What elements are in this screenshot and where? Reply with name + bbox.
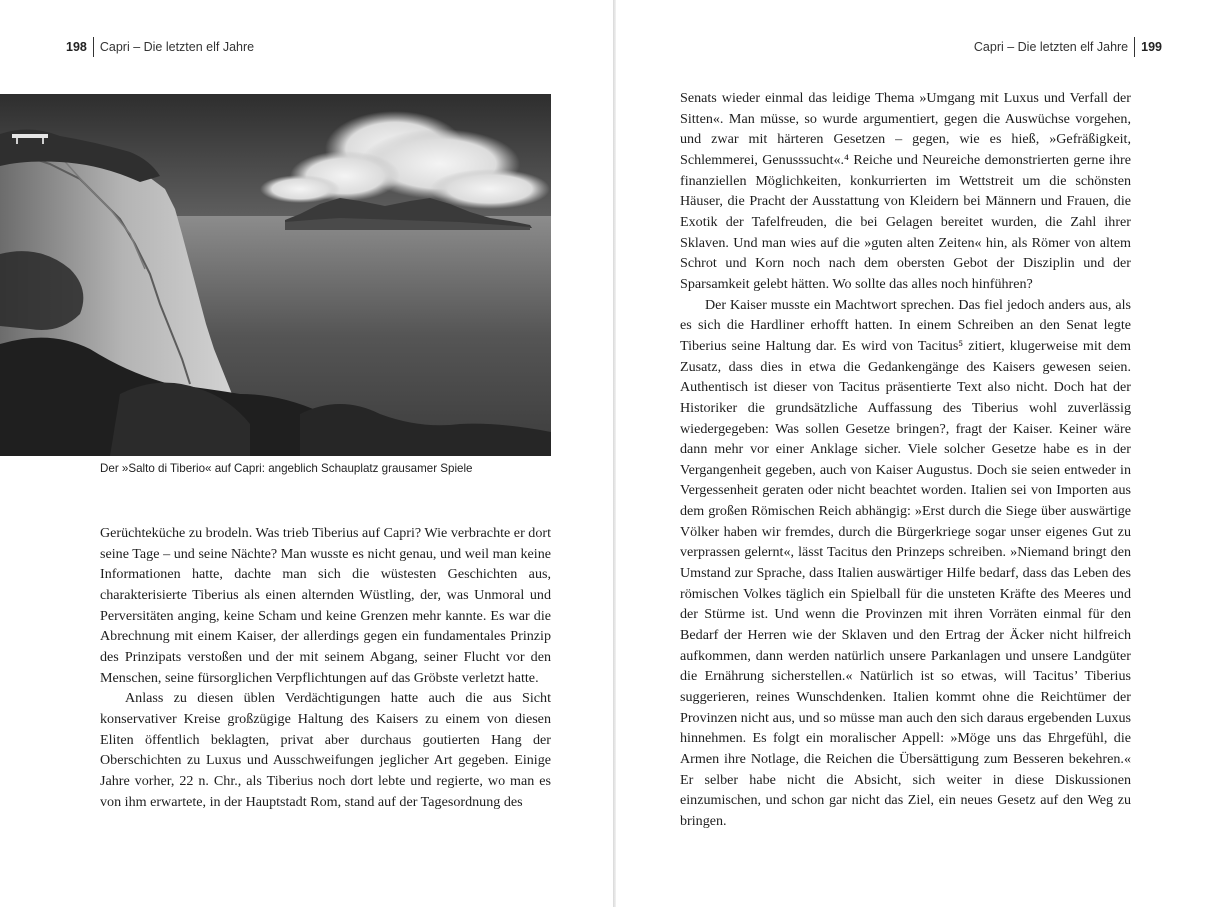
header-divider [93,37,94,57]
left-page-number: 198 [66,40,87,54]
right-running-header [974,37,1162,57]
right-page [616,0,1227,907]
paragraph: Senats wieder einmal das leidige Thema »Umgang mit Luxus und Verfall der Sitten«. Man müsse, so wurde argumentiert, gegen die Auswüchse vorgehen, und zwar mit härteren Gesetzen – gegen, wie es hieß, »Gefräßigkeit, Schlemmerei, Genusssucht«.⁴ Reiche und Neureiche demonstrierten gerne ihre finanziellen Möglichkeiten, konkurrierten im Wettstreit um die schönsten Häuser, die Pracht der Ausstattung von Kleidern bei Männern und Frauen, die Exotik der Tafelfreuden, die bei Gelagen bereitet wurden, die Zahl ihrer Sklaven. Und man wies auf die »guten alten Zeiten« hin, als Römer von altem Schrot und Korn noch nach dem obersten Gebot der Disziplin und der Sparsamkeit gelebt hätten. Wo sollte das alles noch hinführen? [680,90,1131,292]
header-divider [1134,37,1135,57]
paragraph: Anlass zu diesen üblen Verdächtigungen hatte auch die aus Sicht konservativer Kreise großzügige Haltung des Kaisers zu einem von diesen Eliten öffentlich beklagten, privat aber durchaus goutierten Hang der Oberschichten zu Luxus und Ausschweifungen jeglicher Art gegeben. Einige Jahre vorher, 22 n. Chr., als Tiberius noch dort lebte und regierte, wo man es von ihm erwartete, in der Hauptstadt Rom, stand auf der Tagesordnung des [100,690,551,810]
figure-caption: Der »Salto di Tiberio« auf Capri: angeblich Schauplatz grausamer Spiele [100,462,473,475]
right-body-text [680,88,1131,832]
paragraph: Der Kaiser musste ein Machtwort sprechen. Das fiel jedoch anders aus, als es sich die Hardliner erhofft hatten. In einem Schreiben an den Senat legte Tiberius seine Haltung dar. Es wird von Tacitus⁵ zitiert, klugerweise mit dem Zusatz, dass dies in etwa die Gedankengänge des Kaisers gewesen seien. Authentisch ist dieser von Tacitus präsentierte Text also nicht. Doch hat der Historiker die grundsätzliche Auffassung des Tiberius wohl zuverlässig wiedergegeben: Was sollen Gesetze bringen?, fragt der Kaiser. Keiner wäre dann mehr vor einer Anklage sicher. Viele solcher Gesetze habe es in der Vergangenheit gegeben, auch von Kaiser Augustus. Doch sie seien entweder in Vergessenheit geraten oder nicht beachtet worden. Italien sei von Importen aus dem großen Römischen Reich abhängig: »Erst durch die Siege über auswärtige Völker haben wir fremdes, durch die Bürgerkriege sogar unser eigenes Gut zu verprassen gelernt«, lässt Tacitus den Prinzeps schreiben. »Niemand bringt den Umstand zur Sprache, dass Italien auswärtiger Hilfe bedarf, dass das Leben des römischen Volkes täglich ein Spielball für die unsteten Kräfte des Meeres und der Stürme ist. Und wenn die Provinzen mit ihren Vorräten einmal für den Bedarf der Herren wie der Sklaven und den Ertrag der Äcker nicht hilfreich aufkommen, dann werden natürlich unsere Parkanlagen und unsere Landgüter die Ernährung sicherstellen.« Natürlich ist so etwas, will Tacitus’ Tiberius suggerieren, reines Wunschdenken. Italien kommt ohne die Reichtümer der Provinzen nicht aus, und so müsse man auch den sich daraus ergebenden Luxus hinnehmen. Es folgt ein moralischer Appell: »Möge uns das Ehrgefühl, die Armen ihre Notlage, die Reichen die Übersättigung zum Besseren bekehren.« Er selber habe nicht die Absicht, sich weiter in diese Diskussionen einzumischen, und schon gar nicht das Ziel, ein neues Gesetz auf den Weg zu bringen. [680,296,1131,829]
left-running-head-title: Capri – Die letzten elf Jahre [99,40,255,54]
left-page [0,0,613,907]
right-page-number: 199 [1141,40,1162,54]
paragraph: Gerüchteküche zu brodeln. Was trieb Tiberius auf Capri? Wie verbrachte er dort seine Tage – und seine Nächte? Man wusste es nicht genau, und weil man keine Informationen hatte, dachte man sich die wüstesten Geschichten aus, charakterisierte Tiberius als einen alternden Wüstling, der, was Unmoral und Perversitäten anging, keine Scham und keine Grenzen mehr kannte. Es war die Abrechnung mit einem Kaiser, der allerdings gegen ein fundamentales Prinzip des Prinzipats verstoßen und der mit seinem Abgang, seiner Flucht vor den Menschen, seine fürsorglichen Verpflichtungen auf das Gröbste verletzt hatte. [100,525,551,686]
right-running-head-title: Capri – Die letzten elf Jahre [973,40,1129,54]
left-running-header [66,37,254,57]
figure-photo-salto-di-tiberio [0,94,551,456]
left-body-text [100,523,551,812]
